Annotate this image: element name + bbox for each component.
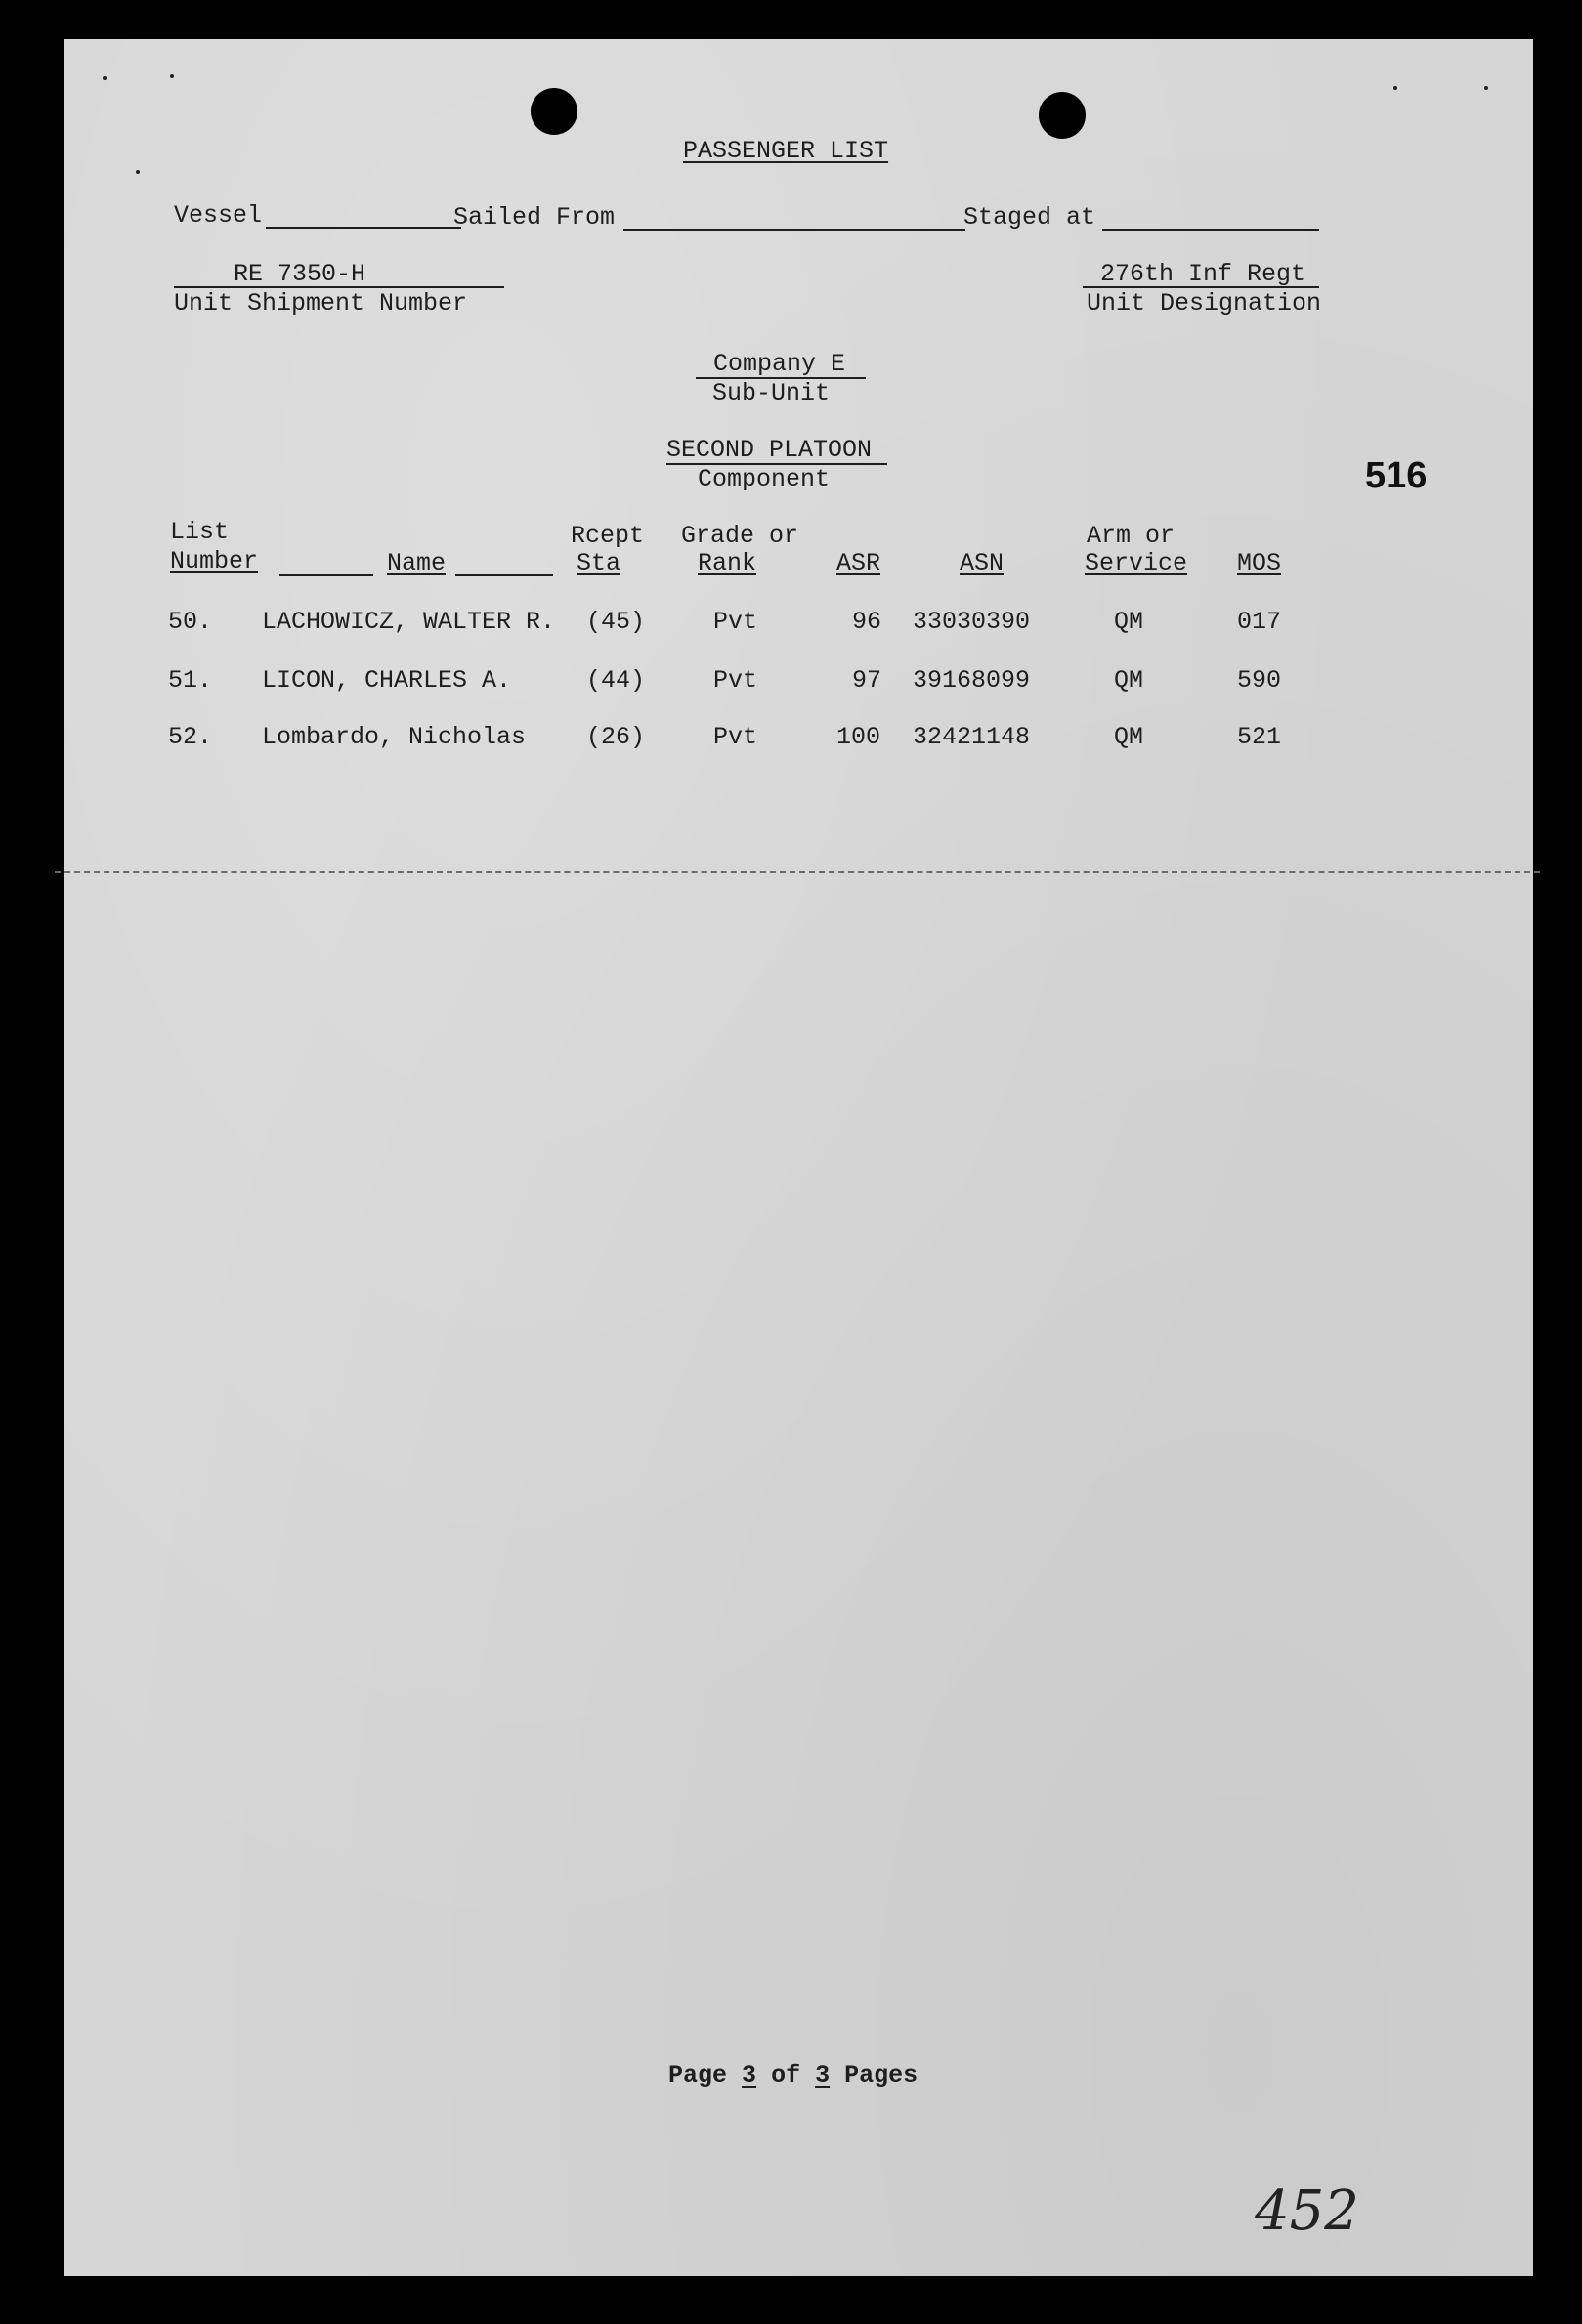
component-value: SECOND PLATOON bbox=[666, 436, 873, 464]
header-rcpt-line1: Rcept bbox=[571, 522, 645, 550]
row-mos: 590 bbox=[1237, 666, 1282, 695]
speck bbox=[170, 74, 174, 78]
speck bbox=[136, 170, 140, 174]
unit-designation-underline bbox=[1083, 286, 1319, 288]
page-total: 3 bbox=[815, 2061, 831, 2090]
row-number: 50. bbox=[168, 608, 213, 636]
speck bbox=[103, 76, 107, 80]
row-asn: 33030390 bbox=[913, 608, 1031, 636]
header-rcpt-line2: Sta bbox=[577, 549, 621, 577]
table-row bbox=[64, 668, 1533, 699]
row-number: 52. bbox=[168, 723, 213, 751]
unit-shipment-underline bbox=[174, 286, 504, 288]
row-name: Lombardo, Nicholas bbox=[262, 723, 527, 751]
handwritten-page-number: 452 bbox=[1255, 2179, 1359, 2243]
header-arm-line2: Service bbox=[1085, 549, 1188, 577]
header-grade-line2: Rank bbox=[698, 549, 757, 577]
staged-at-blank bbox=[1102, 229, 1319, 231]
row-mos: 521 bbox=[1237, 723, 1282, 751]
row-mos: 017 bbox=[1237, 608, 1282, 636]
header-arm-line1: Arm or bbox=[1087, 522, 1176, 550]
row-arm: QM bbox=[1114, 723, 1144, 751]
header-name: Name bbox=[387, 549, 447, 577]
pages-label: Pages bbox=[844, 2061, 919, 2090]
row-asn: 32421148 bbox=[913, 723, 1031, 751]
header-mos: MOS bbox=[1237, 549, 1282, 577]
row-name: LACHOWICZ, WALTER R. bbox=[262, 608, 556, 636]
header-list-line2: Number bbox=[170, 547, 259, 575]
staged-at-label: Staged at bbox=[963, 203, 1096, 232]
sub-unit-label: Sub-Unit bbox=[712, 379, 831, 407]
row-name: LICON, CHARLES A. bbox=[262, 666, 512, 695]
page-current: 3 bbox=[742, 2061, 757, 2090]
row-asr: 96 bbox=[852, 608, 882, 636]
vessel-label: Vessel bbox=[174, 201, 263, 230]
table-row bbox=[64, 725, 1533, 756]
tear-line bbox=[55, 871, 1540, 873]
row-grade: Pvt bbox=[713, 608, 758, 636]
page-label: Page bbox=[668, 2061, 728, 2090]
document-page bbox=[64, 39, 1533, 2276]
sub-unit-value: Company E bbox=[713, 350, 846, 378]
row-asr: 100 bbox=[836, 723, 881, 751]
page-stamp-number: 516 bbox=[1365, 455, 1428, 496]
header-name-dash-right bbox=[455, 574, 553, 576]
speck bbox=[1484, 86, 1488, 90]
row-asn: 39168099 bbox=[913, 666, 1031, 695]
header-list-line1: List bbox=[170, 518, 230, 546]
row-rcpt: (44) bbox=[586, 666, 646, 695]
punch-hole-left bbox=[531, 88, 577, 135]
row-rcpt: (26) bbox=[586, 723, 646, 751]
sailed-from-blank bbox=[623, 229, 965, 231]
table-row bbox=[64, 610, 1533, 641]
row-arm: QM bbox=[1114, 608, 1144, 636]
row-arm: QM bbox=[1114, 666, 1144, 695]
speck bbox=[1393, 86, 1397, 90]
row-number: 51. bbox=[168, 666, 213, 695]
component-label: Component bbox=[698, 465, 831, 493]
vessel-blank bbox=[266, 227, 461, 229]
sailed-from-label: Sailed From bbox=[453, 203, 616, 232]
document-title: PASSENGER LIST bbox=[683, 137, 889, 165]
unit-shipment-label: Unit Shipment Number bbox=[174, 289, 468, 317]
row-asr: 97 bbox=[852, 666, 882, 695]
header-asn: ASN bbox=[960, 549, 1005, 577]
row-grade: Pvt bbox=[713, 723, 758, 751]
header-grade-line1: Grade or bbox=[681, 522, 799, 550]
row-grade: Pvt bbox=[713, 666, 758, 695]
unit-shipment-number: RE 7350-H bbox=[234, 260, 366, 288]
header-name-dash bbox=[279, 574, 373, 576]
unit-designation: 276th Inf Regt bbox=[1100, 260, 1306, 288]
of-label: of bbox=[771, 2061, 801, 2090]
header-asr: ASR bbox=[836, 549, 881, 577]
row-rcpt: (45) bbox=[586, 608, 646, 636]
unit-designation-label: Unit Designation bbox=[1087, 289, 1322, 317]
punch-hole-right bbox=[1039, 92, 1086, 139]
page-footer bbox=[668, 2063, 918, 2088]
